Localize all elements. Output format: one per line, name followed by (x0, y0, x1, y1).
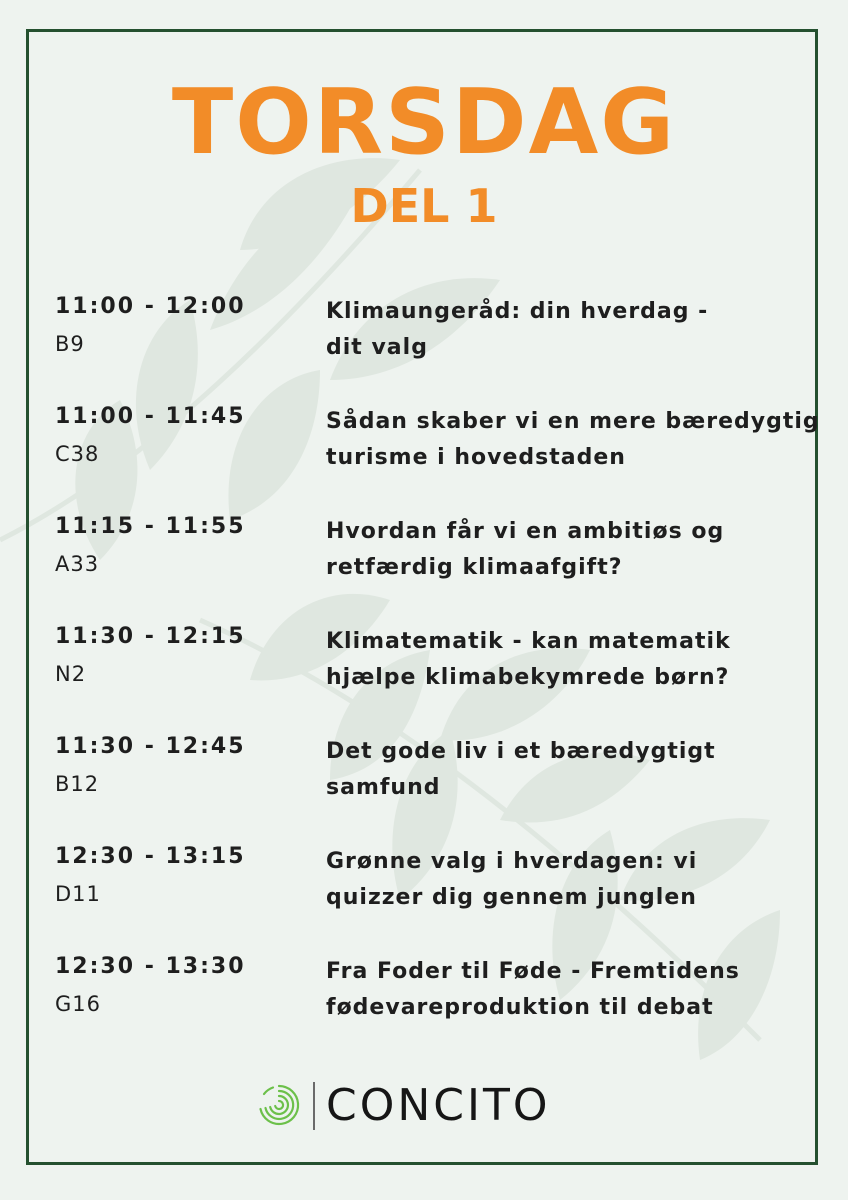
schedule-row (0, 620, 848, 730)
event-title-line: turisme i hovedstaden (326, 445, 626, 470)
event-time: 12:30 - 13:15 (55, 844, 246, 869)
event-room: A33 (55, 552, 100, 576)
event-title-line: samfund (326, 775, 441, 800)
event-title-line: Klimatematik - kan matematik (326, 629, 731, 654)
event-time: 11:30 - 12:45 (55, 734, 246, 759)
fingerprint-icon (256, 1082, 302, 1128)
schedule-row (0, 730, 848, 840)
concito-logo (256, 1078, 606, 1134)
event-title-line: fødevareproduktion til debat (326, 995, 714, 1020)
event-title (326, 404, 826, 476)
event-title-line: Sådan skaber vi en mere bæredygtig (326, 409, 820, 434)
event-room: B9 (55, 332, 85, 356)
event-time: 11:00 - 12:00 (55, 294, 246, 319)
schedule-row (0, 840, 848, 950)
page-title: TORSDAG (171, 70, 677, 175)
brand-name: CONCITO (326, 1080, 551, 1131)
event-title (326, 514, 826, 586)
schedule-row (0, 400, 848, 510)
event-time: 12:30 - 13:30 (55, 954, 246, 979)
event-title-line: hjælpe klimabekymrede børn? (326, 665, 730, 690)
event-title (326, 844, 826, 916)
event-title-line: quizzer dig gennem junglen (326, 885, 697, 910)
event-title-line: dit valg (326, 335, 428, 360)
event-title-line: Hvordan får vi en ambitiøs og (326, 519, 725, 544)
schedule-row (0, 950, 848, 1060)
event-title (326, 624, 826, 696)
event-room: D11 (55, 882, 101, 906)
event-title-line: Grønne valg i hverdagen: vi (326, 849, 698, 874)
event-title (326, 734, 826, 806)
event-title-line: Fra Foder til Føde - Fremtidens (326, 959, 740, 984)
event-room: B12 (55, 772, 100, 796)
event-title-line: Det gode liv i et bæredygtigt (326, 739, 716, 764)
event-time: 11:15 - 11:55 (55, 514, 246, 539)
event-time: 11:00 - 11:45 (55, 404, 246, 429)
event-title (326, 294, 826, 366)
event-room: G16 (55, 992, 101, 1016)
logo-divider (313, 1082, 315, 1130)
schedule-row (0, 290, 848, 400)
page-subtitle: DEL 1 (350, 179, 498, 233)
event-title-line: Klimaungeråd: din hverdag - (326, 299, 709, 324)
schedule-list (0, 290, 848, 1060)
event-room: N2 (55, 662, 87, 686)
event-title-line: retfærdig klimaafgift? (326, 555, 623, 580)
event-time: 11:30 - 12:15 (55, 624, 246, 649)
schedule-row (0, 510, 848, 620)
event-title (326, 954, 826, 1026)
event-room: C38 (55, 442, 100, 466)
